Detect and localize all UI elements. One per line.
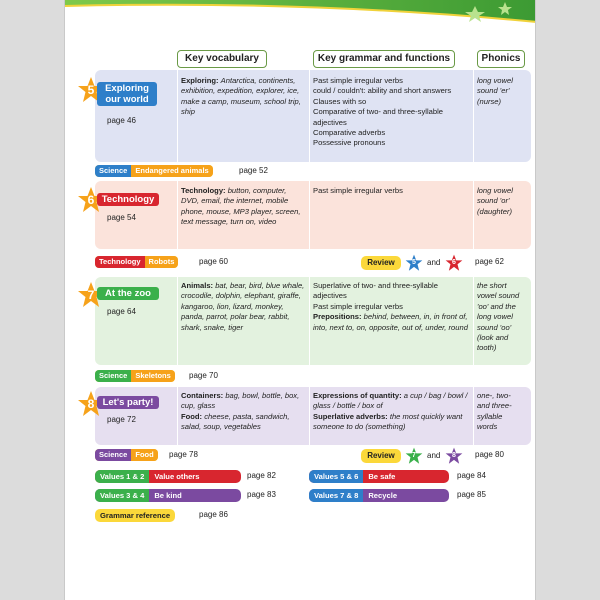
values-7-8-pill[interactable]: Values 7 & 8 Recycle — [309, 489, 449, 502]
star-7-icon: 7 — [405, 447, 423, 465]
review-5-6-page: page 62 — [475, 257, 504, 266]
unit-5-page: page 46 — [107, 116, 136, 125]
unit-6-phonics: long vowel sound 'or' (daughter) — [477, 186, 513, 216]
unit-8-star-icon: 8 — [77, 390, 105, 418]
unit-7-vocab: Animals: bat, bear, bird, blue whale, crocodile, dolphin, elephant, giraffe, kangaroo, lion, lizard, monkey, panda, parrot, polar bear, rabbit, shark, snake, tiger — [181, 281, 305, 332]
unit-8-grammar: Expressions of quantity: a cup / bag / bowl / glass / bottle / box of Superlative adverbs: the most quickly want someone to do (something) — [313, 391, 468, 432]
grammar-reference-page: page 86 — [199, 510, 228, 519]
values-5-6-page: page 84 — [457, 471, 486, 480]
values-1-2-pill[interactable]: Values 1 & 2 Value others — [95, 470, 241, 483]
header-phonics: Phonics — [477, 50, 525, 68]
grammar-reference-pill[interactable]: Grammar reference — [95, 509, 175, 522]
page — [64, 0, 536, 600]
review-5-6-button[interactable]: Review — [361, 256, 401, 270]
unit-6-vocab: Technology: button, computer, DVD, email, the internet, mobile phone, mouse, MP3 player, screen, text message, turn on, video — [181, 186, 301, 227]
values-3-4-pill[interactable]: Values 3 & 4 Be kind — [95, 489, 241, 502]
unit-7-row — [95, 277, 531, 365]
unit-6-page: page 54 — [107, 213, 136, 222]
science-skeletons-tag[interactable]: Science Skeletons — [95, 370, 175, 382]
values-5-6-pill[interactable]: Values 5 & 6 Be safe — [309, 470, 449, 483]
science-food-page: page 78 — [169, 450, 198, 459]
header-vocab: Key vocabulary — [177, 50, 267, 68]
unit-8-title[interactable]: Let's party! — [97, 396, 159, 409]
technology-robots-tag[interactable]: Technology Robots — [95, 256, 178, 268]
unit-7-phonics: the short vowel sound 'oo' and the long vowel sound 'oo' (look and tooth) — [477, 281, 520, 353]
review-7-8-button[interactable]: Review — [361, 449, 401, 463]
unit-5-phonics: long vowel sound 'er' (nurse) — [477, 76, 513, 106]
star-8-icon: 8 — [445, 447, 463, 465]
unit-8-page: page 72 — [107, 415, 136, 424]
unit-6-star-icon: 6 — [77, 186, 105, 214]
unit-8-vocab: Containers: bag, bowl, bottle, box, cup, glass Food: cheese, pasta, sandwich, salad, soup, vegetables — [181, 391, 300, 432]
unit-7-grammar: Superlative of two- and three-syllable adjectives Past simple irregular verbs Prepositions: behind, between, in, in front of, into, next to, on, opposite, out of, under, round — [313, 281, 468, 332]
technology-robots-page: page 60 — [199, 257, 228, 266]
unit-8-row — [95, 387, 531, 445]
unit-5-vocab: Exploring: Antarctica, continents, exhibition, expedition, explorer, ice, make a camp, museum, school trip, ship — [181, 76, 301, 117]
science-endangered-page: page 52 — [239, 166, 268, 175]
review-5-6-and: and — [427, 258, 441, 267]
unit-5-row — [95, 70, 531, 162]
star-5-icon: 5 — [405, 254, 423, 272]
unit-6-title[interactable]: Technology — [97, 193, 159, 206]
unit-7-title[interactable]: At the zoo — [97, 287, 159, 300]
unit-5-title[interactable]: Exploring our world — [97, 82, 157, 106]
values-1-2-page: page 82 — [247, 471, 276, 480]
unit-8-phonics: one-, two- and three- syllable words — [477, 391, 512, 432]
review-7-8-and: and — [427, 451, 441, 460]
unit-5-star-icon: 5 — [77, 76, 105, 104]
science-skeletons-page: page 70 — [189, 371, 218, 380]
unit-7-star-icon: 7 — [77, 281, 105, 309]
unit-5-grammar: Past simple irregular verbs could / couldn't: ability and short answers Clauses with so Comparative of two- and three-syllable adjectives Comparative adverbs Possessive pronouns — [313, 76, 452, 148]
header-grammar: Key grammar and functions — [313, 50, 455, 68]
unit-7-page: page 64 — [107, 307, 136, 316]
science-food-tag[interactable]: Science Food — [95, 449, 158, 461]
unit-6-grammar: Past simple irregular verbs — [313, 186, 403, 195]
values-3-4-page: page 83 — [247, 490, 276, 499]
header-banner — [65, 0, 536, 34]
values-7-8-page: page 85 — [457, 490, 486, 499]
unit-6-row — [95, 181, 531, 249]
star-6-icon: 6 — [445, 254, 463, 272]
review-7-8-page: page 80 — [475, 450, 504, 459]
science-endangered-tag[interactable]: Science Endangered animals — [95, 165, 213, 177]
